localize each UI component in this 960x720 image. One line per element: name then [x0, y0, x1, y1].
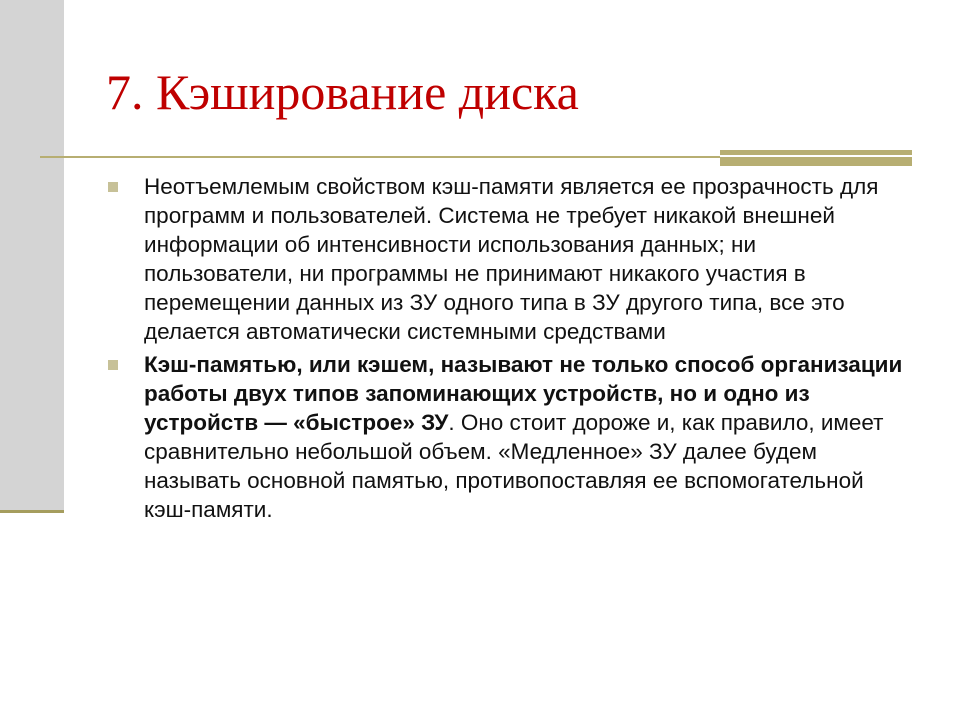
square-bullet-icon — [108, 360, 118, 370]
square-bullet-icon — [108, 182, 118, 192]
title-divider-accent — [720, 150, 912, 166]
list-item — [108, 350, 908, 524]
list-item — [108, 172, 908, 346]
bullet-text: . Оно стоит дороже и, как правило, имеет сравнительно небольшой объем. «Медленное» ЗУ далее будем называть основной памятью, противопоставляя ее вспомогательной кэш-памяти. — [144, 410, 884, 522]
bullet-list — [108, 172, 908, 528]
side-decor-bar — [0, 0, 64, 512]
slide-title: 7. Кэширование диска — [106, 64, 579, 120]
side-decor-line — [0, 510, 64, 513]
bullet-bold-text: Кэш-памятью, или кэшем, называют не только способ организации работы двух типов запоминающих устройств, но и одно из устройств — «быстрое» ЗУ — [144, 352, 903, 435]
bullet-text: Неотъемлемым свойством кэш-памяти является ее прозрачность для программ и пользователей. Система не требует никакой внешней информации об интенсивности использования данных; ни пользователи, ни программы не принимают никакого участия в перемещении данных из ЗУ одного типа в ЗУ другого типа, все это делается автоматически системными средствами — [144, 174, 879, 344]
